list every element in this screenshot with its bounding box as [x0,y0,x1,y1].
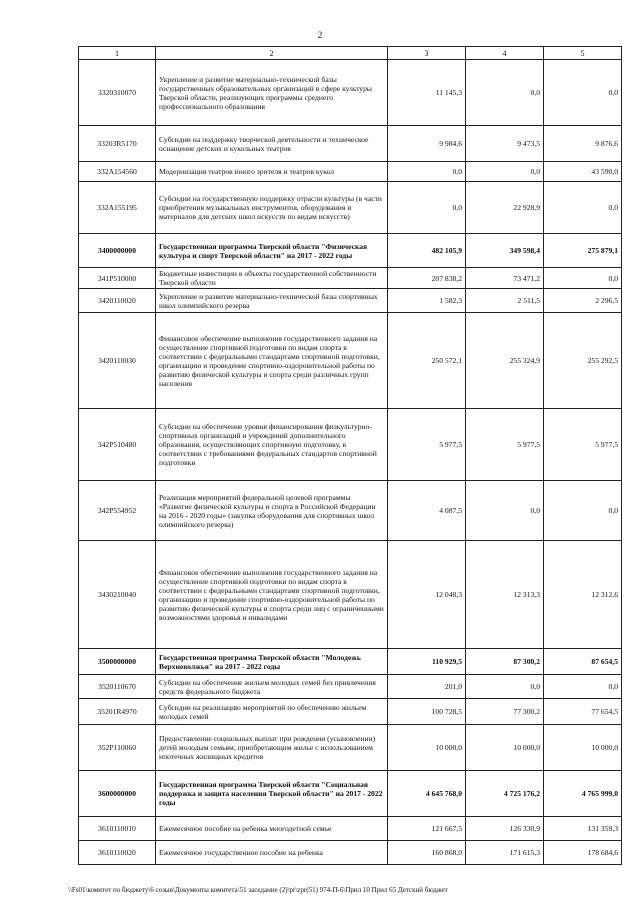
row-value-4: 171 615,3 [466,841,544,865]
table-row [79,182,622,234]
table-row [79,289,622,313]
row-value-5: 275 879,1 [544,234,622,268]
row-value-3: 207 838,2 [388,268,466,289]
row-name: Финансовое обеспечение выполнения государственного задания на осуществление спортивной подготовки по видам спорта в соответствии с федеральными стандартами спортивной подготовки, организацию и проведение спортивно-оздоровительной работы по развитию физической культуры и спорта среди лиц с ограниченными возможностями здоровья и инвалидами [156,541,388,649]
row-value-4: 0,0 [466,60,544,126]
row-value-5: 4 765 999,0 [544,771,622,817]
table-row [79,541,622,649]
row-name: Субсидии на обеспечение уровня финансирования физкультурно-спортивных организаций и учреждений дополнительного образования, осуществляющих спортивную подготовку, в соответствии с требованиями федеральных стандартов спортивной подготовки [156,409,388,481]
row-name: Субсидии на государственную поддержку отрасли культуры (в части приобретения музыкальных инструментов, оборудования и материалов для детских школ искусств по видам искусств) [156,182,388,234]
row-code: 3500000000 [79,649,156,675]
table-row [79,409,622,481]
header-col-3: 3 [388,47,466,60]
row-code: 3320310070 [79,60,156,126]
row-code: 332A154560 [79,162,156,182]
row-value-5: 5 977,5 [544,409,622,481]
table-row [79,817,622,841]
row-value-4: 349 598,4 [466,234,544,268]
row-name: Бюджетные инвестиции в объекты государственной собственности Тверской области [156,268,388,289]
row-value-3: 5 977,5 [388,409,466,481]
table-row-program [79,771,622,817]
page-number: 2 [317,30,323,40]
row-value-3: 160 868,0 [388,841,466,865]
row-name: Государственная программа Тверской области "Молодежь Верхневолжья" на 2017 - 2022 годы [156,649,388,675]
row-value-3: 10 000,0 [388,725,466,771]
row-value-3: 0,0 [388,162,466,182]
row-value-4: 0,0 [466,675,544,699]
row-value-4: 12 313,3 [466,541,544,649]
row-code: 33203R5170 [79,126,156,162]
header-col-2: 2 [156,47,388,60]
row-name: Модернизация театров юного зрителя и театров кукол [156,162,388,182]
table-row-program [79,234,622,268]
table-row [79,60,622,126]
table-row [79,699,622,725]
row-value-4: 2 511,5 [466,289,544,313]
row-value-4: 0,0 [466,162,544,182]
row-code: 3520110670 [79,675,156,699]
row-name: Укрепление и развитие материально-технической базы спортивных школ олимпийского резерва [156,289,388,313]
header-col-4: 4 [466,47,544,60]
row-value-5: 0,0 [544,60,622,126]
row-value-4: 4 725 176,2 [466,771,544,817]
table-row-program [79,649,622,675]
row-code: 3420110030 [79,313,156,409]
row-name: Укрепление и развитие материально-технической базы государственных образовательных организаций в сфере культуры Тверской области, реализующих программы среднего профессионального образования [156,60,388,126]
row-value-3: 4 087,5 [388,481,466,541]
row-value-3: 100 728,5 [388,699,466,725]
row-code: 3420110020 [79,289,156,313]
header-col-1: 1 [79,47,156,60]
row-value-4: 5 977,5 [466,409,544,481]
row-value-4: 73 471,2 [466,268,544,289]
row-value-5: 0,0 [544,182,622,234]
row-value-5: 87 654,5 [544,649,622,675]
row-name: Государственная программа Тверской области "Социальная поддержка и защита населения Тверской области" на 2017 - 2022 годы [156,771,388,817]
row-value-4: 77 300,2 [466,699,544,725]
row-value-3: 1 582,3 [388,289,466,313]
row-value-3: 482 105,9 [388,234,466,268]
row-code: 341P510000 [79,268,156,289]
row-value-4: 126 330,9 [466,817,544,841]
table-row [79,162,622,182]
row-name: Предоставление социальных выплат при рождении (усыновлении) детей молодым семьям, приобретающим жилье с использованием ипотечных жилищных кредитов [156,725,388,771]
row-value-3: 9 984,6 [388,126,466,162]
table-row [79,481,622,541]
row-code: 3610110010 [79,817,156,841]
table-row [79,313,622,409]
row-value-5: 131 359,3 [544,817,622,841]
row-value-3: 11 145,3 [388,60,466,126]
row-value-4: 255 324,9 [466,313,544,409]
row-code: 3600000000 [79,771,156,817]
row-value-4: 87 300,2 [466,649,544,675]
footer-file-path: \\Fs01\комитет по бюджету\6 созыв\Документы комитета\51 заседание (2)\pr\zpr(51) 974-П-6\Прил 10 Прил 65 Детский бюджет [68,886,448,894]
row-value-3: 0,0 [388,182,466,234]
budget-table [78,46,622,865]
row-code: 342P554952 [79,481,156,541]
row-name: Ежемесячное пособие на ребенка многодетной семье [156,817,388,841]
row-value-5: 0,0 [544,675,622,699]
row-code: 3430210040 [79,541,156,649]
row-value-5: 43 590,0 [544,162,622,182]
row-value-5: 0,0 [544,268,622,289]
table-row [79,268,622,289]
row-code: 332A155195 [79,182,156,234]
row-code: 3400000000 [79,234,156,268]
row-value-3: 121 667,5 [388,817,466,841]
row-code: 35201R4970 [79,699,156,725]
row-name: Субсидии на обеспечение жильем молодых семей без привлечения средств федерального бюджета [156,675,388,699]
row-value-3: 4 645 768,0 [388,771,466,817]
row-name: Субсидии на поддержку творческой деятельности и техническое оснащение детских и кукольных театров [156,126,388,162]
row-value-4: 9 473,5 [466,126,544,162]
row-name: Субсидии на реализацию мероприятий по обеспечению жильем молодых семей [156,699,388,725]
header-col-5: 5 [544,47,622,60]
table-row [79,841,622,865]
row-value-5: 77 654,5 [544,699,622,725]
row-name: Финансовое обеспечение выполнения государственного задания на осуществление спортивной подготовки по видам спорта в соответствии с федеральными стандартами спортивной подготовки, организацию и проведение спортивно-оздоровительной работы по развитию физической культуры и спорта среди различных групп населения [156,313,388,409]
row-name: Государственная программа Тверской области "Физическая культура и спорт Тверской области" на 2017 - 2022 годы [156,234,388,268]
row-value-5: 9 876,6 [544,126,622,162]
row-value-3: 250 572,1 [388,313,466,409]
row-value-3: 201,0 [388,675,466,699]
row-name: Реализация мероприятий федеральной целевой программы «Развитие физической культуры и спорта в Российской Федерации на 2016 - 2020 годы» (закупка оборудования для спортивных школ олимпийского резерва) [156,481,388,541]
row-value-5: 12 312,6 [544,541,622,649]
row-value-3: 12 048,3 [388,541,466,649]
row-value-5: 0,0 [544,481,622,541]
row-code: 352P110060 [79,725,156,771]
table-row [79,725,622,771]
row-value-5: 2 296,5 [544,289,622,313]
table-row [79,675,622,699]
table-row [79,126,622,162]
row-value-3: 110 929,5 [388,649,466,675]
row-code: 342P510480 [79,409,156,481]
row-name: Ежемесячное государственное пособие на ребенка [156,841,388,865]
row-value-5: 178 684,6 [544,841,622,865]
row-value-4: 0,0 [466,481,544,541]
row-code: 3610110020 [79,841,156,865]
row-value-5: 10 000,0 [544,725,622,771]
row-value-4: 22 928,9 [466,182,544,234]
table-header-row [79,47,622,60]
row-value-5: 255 292,5 [544,313,622,409]
row-value-4: 10 000,0 [466,725,544,771]
